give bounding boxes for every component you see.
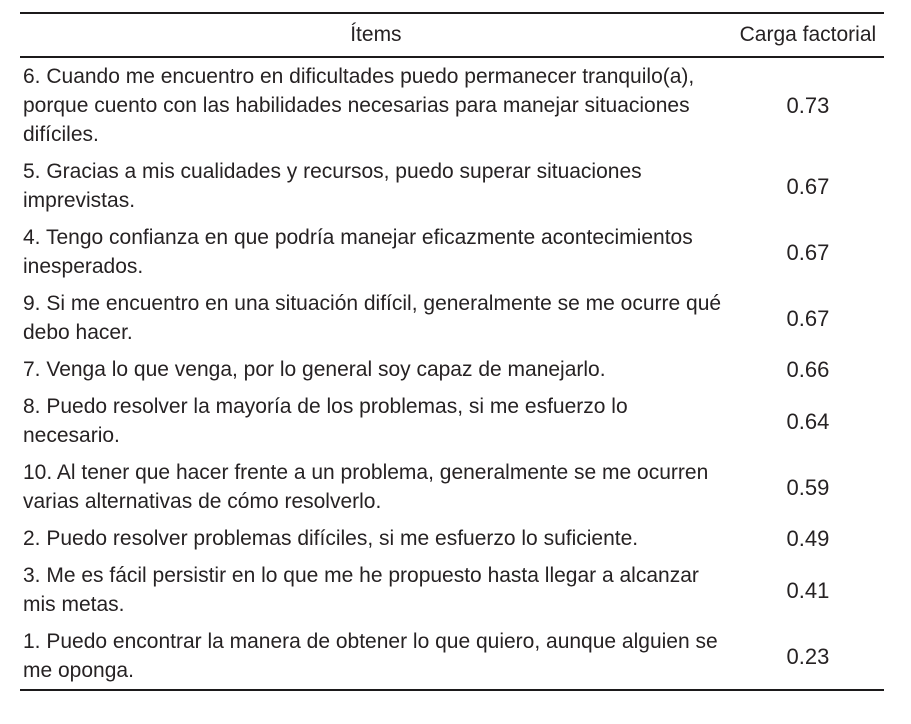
factor-loading-value: 0.73	[786, 93, 830, 118]
factor-loading-value: 0.67	[786, 239, 830, 265]
factor-loading-value: 0.41	[786, 577, 830, 603]
table-row	[20, 285, 884, 351]
table-row	[20, 623, 884, 690]
item-text: 6. Cuando me encuentro en dificultades puedo permanecer tranquilo(a), porque cuento con las habilidades necesarias para manejar situaciones difíciles.	[23, 65, 695, 146]
table-header	[20, 13, 884, 57]
item-text: 9. Si me encuentro en una situación difícil, generalmente se me ocurre qué debo hacer.	[23, 292, 722, 344]
factor-loading-value: 0.64	[786, 408, 830, 434]
item-text: 8. Puedo resolver la mayoría de los problemas, si me esfuerzo lo necesario.	[23, 395, 628, 447]
factor-loading-column-header: Carga factorial	[732, 13, 884, 57]
table-row	[20, 557, 884, 623]
item-text: 1. Puedo encontrar la manera de obtener lo que quiero, aunque alguien se me oponga.	[23, 630, 718, 682]
table-row	[20, 153, 884, 219]
item-text: 10. Al tener que hacer frente a un problema, generalmente se me ocurren varias alternativas de cómo resolverlo.	[23, 461, 709, 513]
table-row	[20, 520, 884, 557]
factor-loading-value: 0.67	[786, 173, 830, 199]
factor-loading-value: 0.66	[786, 357, 830, 382]
item-text: 3. Me es fácil persistir en lo que me he propuesto hasta llegar a alcanzar mis metas.	[23, 564, 699, 616]
header-row	[20, 13, 884, 57]
table-row	[20, 454, 884, 520]
factor-loading-value: 0.59	[786, 474, 830, 500]
factor-loading-value: 0.67	[786, 305, 830, 331]
table-row	[20, 351, 884, 388]
table-row	[20, 388, 884, 454]
items-column-header: Ítems	[20, 13, 732, 57]
item-text: 7. Venga lo que venga, por lo general soy capaz de manejarlo.	[23, 358, 606, 381]
factor-loading-value: 0.23	[786, 643, 830, 669]
table-row	[20, 219, 884, 285]
table-body	[20, 57, 884, 690]
factor-loading-value: 0.49	[786, 526, 830, 551]
item-text: 5. Gracias a mis cualidades y recursos, puedo superar situaciones imprevistas.	[23, 160, 642, 212]
item-text: 2. Puedo resolver problemas difíciles, si me esfuerzo lo suficiente.	[23, 527, 639, 550]
factor-loadings-table	[20, 12, 884, 691]
table-row	[20, 57, 884, 153]
item-text: 4. Tengo confianza en que podría manejar eficazmente acontecimientos inesperados.	[23, 226, 693, 278]
